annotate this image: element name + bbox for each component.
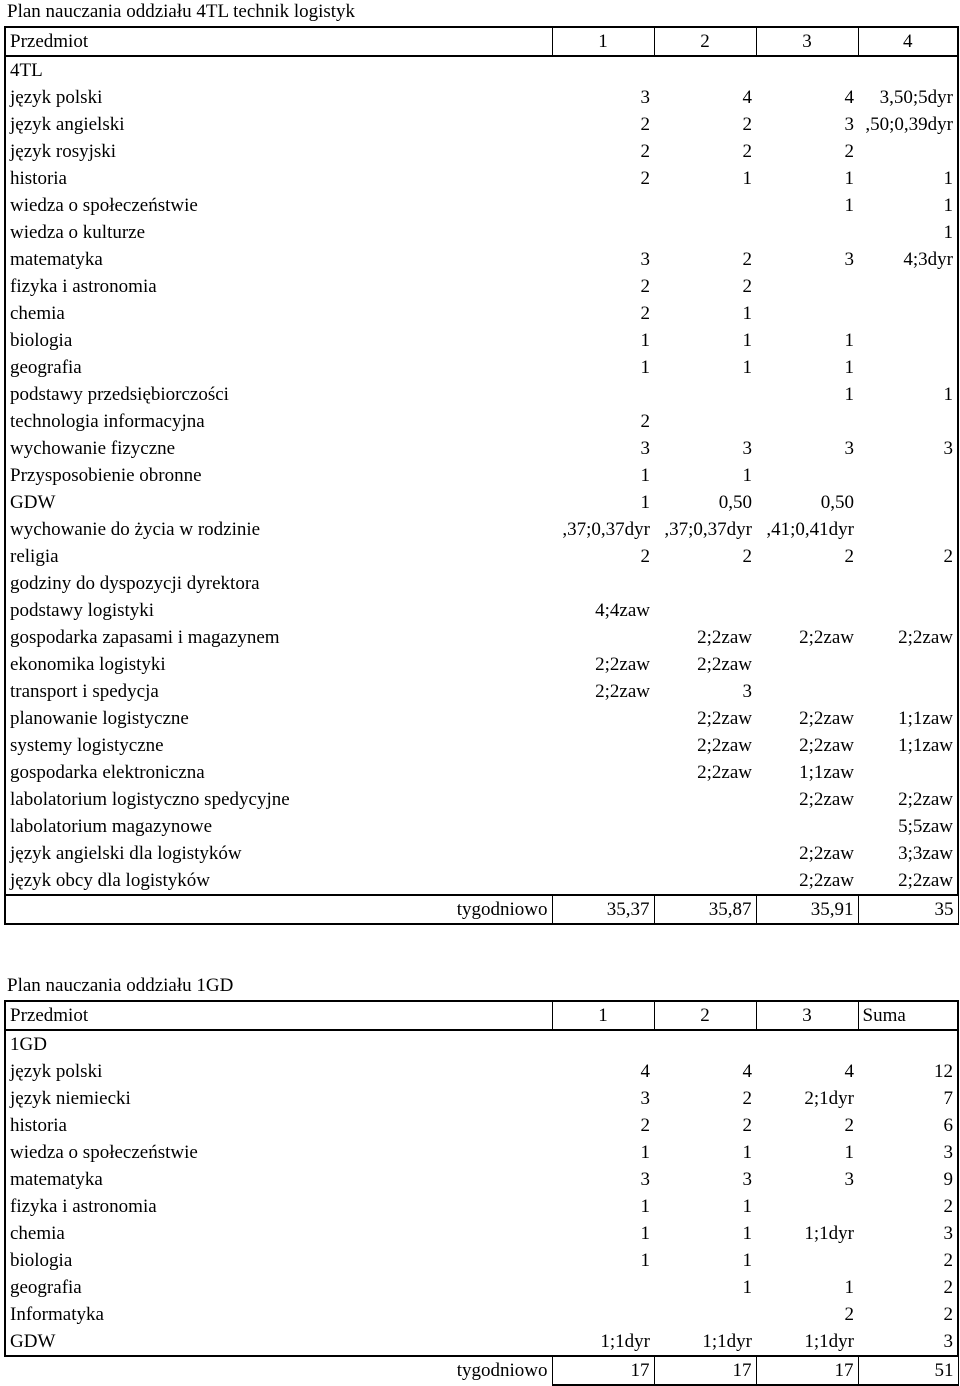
subject-cell: religia <box>5 543 552 570</box>
value-cell-4 <box>858 327 958 354</box>
value-cell-4 <box>858 300 958 327</box>
value-cell-1: 1 <box>640 1222 650 1244</box>
header-row <box>5 1001 958 1030</box>
total-cell-1: 17 <box>552 1356 654 1385</box>
table-row <box>5 381 958 408</box>
section2-title: Plan nauczania oddziału 1GD <box>7 975 234 996</box>
value-cell-3 <box>756 597 858 624</box>
header-col-1: 1 <box>552 1001 654 1030</box>
value-cell-1 <box>552 705 654 732</box>
value-cell-1 <box>552 381 654 408</box>
value-cell-2: 1 <box>742 1141 752 1163</box>
value-cell-1 <box>552 192 654 219</box>
value-cell-1 <box>552 570 654 597</box>
table-row <box>5 354 958 381</box>
header-col-4: Suma <box>858 1001 958 1030</box>
value-cell-3: 1 <box>844 1141 854 1163</box>
value-cell-2: 1 <box>742 1195 752 1217</box>
value-cell-1 <box>552 732 654 759</box>
value-cell-3 <box>756 273 858 300</box>
value-cell-1: 2 <box>640 545 650 567</box>
value-cell-1: 3 <box>640 1168 650 1190</box>
table-row <box>5 732 958 759</box>
table-row <box>5 1193 958 1220</box>
value-cell-4 <box>858 354 958 381</box>
value-cell-1 <box>552 1274 654 1301</box>
value-cell-1 <box>552 219 654 246</box>
table-row <box>5 1328 958 1356</box>
value-cell-2: 1 <box>742 464 752 486</box>
table-row <box>5 327 958 354</box>
value-cell-2: 2 <box>742 1114 752 1136</box>
value-cell-3: 2;2zaw <box>799 842 854 864</box>
table-row <box>5 516 958 543</box>
total-cell-1: 35,37 <box>552 895 654 924</box>
value-cell-2: 2;2zaw <box>697 761 752 783</box>
value-cell-4: 2 <box>858 1274 958 1301</box>
subject-cell: planowanie logistyczne <box>5 705 552 732</box>
value-cell-3: 1 <box>844 1276 854 1298</box>
table-row <box>5 1247 958 1274</box>
value-cell-3: 2;2zaw <box>799 626 854 648</box>
section1-title: Plan nauczania oddziału 4TL technik logistyk <box>7 1 356 22</box>
value-cell-1: 1 <box>640 1249 650 1271</box>
value-cell-4 <box>858 138 958 165</box>
value-cell-1: 1 <box>640 1195 650 1217</box>
value-cell-3: 1;1dyr <box>804 1222 854 1244</box>
value-cell-4: 2 <box>858 1193 958 1220</box>
value-cell-3: 2;2zaw <box>799 788 854 810</box>
value-cell-1 <box>552 786 654 813</box>
value-cell-2: 2;2zaw <box>697 653 752 675</box>
class-row <box>5 1030 958 1058</box>
value-cell-1: 2 <box>640 1114 650 1136</box>
value-cell-3 <box>756 408 858 435</box>
table-row <box>5 165 958 192</box>
subject-cell: wiedza o kulturze <box>5 219 552 246</box>
value-cell-3: ,41;0,41dyr <box>766 518 854 540</box>
value-cell-4: 1 <box>858 165 958 192</box>
header-col-2: 2 <box>654 1001 756 1030</box>
table-row <box>5 867 958 895</box>
plan-table-4tl <box>4 26 959 925</box>
value-cell-4: 9 <box>858 1166 958 1193</box>
value-cell-2 <box>654 840 756 867</box>
value-cell-1: 3 <box>640 248 650 270</box>
subject-cell: ekonomika logistyki <box>5 651 552 678</box>
subject-cell: gospodarka zapasami i magazynem <box>5 624 552 651</box>
subject-cell: język polski <box>5 1058 552 1085</box>
value-cell-3 <box>756 651 858 678</box>
subject-cell: język niemiecki <box>5 1085 552 1112</box>
value-cell-2: 1 <box>742 167 752 189</box>
value-cell-4: 1 <box>858 219 958 246</box>
table-row <box>5 192 958 219</box>
value-cell-2: 2;2zaw <box>697 707 752 729</box>
subject-cell: język angielski <box>5 111 552 138</box>
value-cell-4 <box>858 678 958 705</box>
value-cell-2 <box>654 570 756 597</box>
subject-cell: Przysposobienie obronne <box>5 462 552 489</box>
subject-cell: godziny do dyspozycji dyrektora <box>5 570 552 597</box>
total-label: tygodniowo <box>5 895 552 924</box>
table-row <box>5 678 958 705</box>
value-cell-4: 3;3zaw <box>858 840 958 867</box>
total-cell-3: 17 <box>756 1356 858 1385</box>
value-cell-3 <box>756 1193 858 1220</box>
value-cell-3 <box>756 570 858 597</box>
value-cell-3: 3 <box>844 437 854 459</box>
value-cell-2 <box>654 813 756 840</box>
value-cell-3 <box>756 300 858 327</box>
value-cell-3 <box>756 462 858 489</box>
value-cell-1 <box>552 624 654 651</box>
value-cell-4 <box>858 651 958 678</box>
value-cell-4: 2;2zaw <box>858 786 958 813</box>
table-row <box>5 435 958 462</box>
value-cell-1: 4 <box>640 1060 650 1082</box>
table-row <box>5 1301 958 1328</box>
subject-cell: podstawy logistyki <box>5 597 552 624</box>
subject-cell: chemia <box>5 300 552 327</box>
subject-cell: fizyka i astronomia <box>5 1193 552 1220</box>
value-cell-2: 2 <box>742 275 752 297</box>
value-cell-1: 1;1dyr <box>552 1328 654 1356</box>
value-cell-3: 2;1dyr <box>804 1087 854 1109</box>
subject-cell: biologia <box>5 1247 552 1274</box>
value-cell-1: 1 <box>640 1141 650 1163</box>
value-cell-2: 2 <box>742 545 752 567</box>
value-cell-3: 4 <box>844 1060 854 1082</box>
value-cell-2: 1;1dyr <box>654 1328 756 1356</box>
subject-cell: Informatyka <box>5 1301 552 1328</box>
table-row <box>5 489 958 516</box>
value-cell-2: ,37;0,37dyr <box>664 518 752 540</box>
total-cell-2: 17 <box>654 1356 756 1385</box>
class-label: 4TL <box>5 56 958 84</box>
value-cell-1 <box>552 759 654 786</box>
table-row <box>5 1085 958 1112</box>
subject-cell: wiedza o społeczeństwie <box>5 192 552 219</box>
value-cell-1: 4;4zaw <box>595 599 650 621</box>
header-subject: Przedmiot <box>5 1001 552 1030</box>
value-cell-3: 1 <box>844 194 854 216</box>
table-row <box>5 1112 958 1139</box>
header-subject: Przedmiot <box>5 27 552 56</box>
table-row <box>5 759 958 786</box>
table-row <box>5 408 958 435</box>
value-cell-2 <box>654 597 756 624</box>
value-cell-1: 2 <box>640 275 650 297</box>
value-cell-3: 2;2zaw <box>799 734 854 756</box>
value-cell-2: 2 <box>742 113 752 135</box>
value-cell-1: 2 <box>640 140 650 162</box>
value-cell-2 <box>654 381 756 408</box>
value-cell-1 <box>552 1301 654 1328</box>
value-cell-2: 1 <box>742 1249 752 1271</box>
table-row <box>5 1274 958 1301</box>
value-cell-2 <box>654 408 756 435</box>
table-row <box>5 273 958 300</box>
total-cell-4: 51 <box>858 1356 958 1385</box>
value-cell-3: 4 <box>844 86 854 108</box>
subject-cell: technologia informacyjna <box>5 408 552 435</box>
table-row <box>5 138 958 165</box>
value-cell-1: 1 <box>640 329 650 351</box>
value-cell-4: 2 <box>858 1247 958 1274</box>
value-cell-3: 3 <box>844 113 854 135</box>
table-row <box>5 813 958 840</box>
subject-cell: podstawy przedsiębiorczości <box>5 381 552 408</box>
value-cell-3: 2 <box>844 545 854 567</box>
total-cell-3: 35,91 <box>756 895 858 924</box>
value-cell-1: 3 <box>640 437 650 459</box>
value-cell-3 <box>756 813 858 840</box>
value-cell-4: 2;2zaw <box>858 867 958 895</box>
value-cell-3: 0,50 <box>820 491 854 513</box>
subject-cell: geografia <box>5 354 552 381</box>
header-col-3: 3 <box>756 27 858 56</box>
total-cell-2: 35,87 <box>654 895 756 924</box>
value-cell-4: 3 <box>858 1139 958 1166</box>
table-row <box>5 219 958 246</box>
value-cell-4: 6 <box>858 1112 958 1139</box>
table-row <box>5 111 958 138</box>
value-cell-4: 5;5zaw <box>858 813 958 840</box>
value-cell-4 <box>858 570 958 597</box>
value-cell-3: 1;1zaw <box>799 761 854 783</box>
header-col-4: 4 <box>858 27 958 56</box>
subject-cell: matematyka <box>5 246 552 273</box>
value-cell-4: 3 <box>858 1328 958 1356</box>
value-cell-3: 1;1dyr <box>756 1328 858 1356</box>
value-cell-4: 12 <box>858 1058 958 1085</box>
subject-cell: gospodarka elektroniczna <box>5 759 552 786</box>
table-row <box>5 786 958 813</box>
table-row <box>5 1139 958 1166</box>
subject-cell: matematyka <box>5 1166 552 1193</box>
value-cell-4 <box>858 597 958 624</box>
table-row <box>5 84 958 111</box>
value-cell-1 <box>552 840 654 867</box>
header-row <box>5 27 958 56</box>
value-cell-4 <box>858 408 958 435</box>
header-col-1: 1 <box>552 27 654 56</box>
value-cell-4: 1 <box>858 381 958 408</box>
subject-cell: język rosyjski <box>5 138 552 165</box>
value-cell-3: 1 <box>844 167 854 189</box>
value-cell-4: 2;2zaw <box>858 624 958 651</box>
value-cell-2 <box>654 1301 756 1328</box>
subject-cell: fizyka i astronomia <box>5 273 552 300</box>
class-label: 1GD <box>5 1030 958 1058</box>
value-cell-2: 3 <box>742 437 752 459</box>
value-cell-3: 2 <box>844 1303 854 1325</box>
total-cell-4: 35 <box>858 895 958 924</box>
class-row <box>5 56 958 84</box>
table-row <box>5 300 958 327</box>
value-cell-2: 1 <box>742 356 752 378</box>
table-row <box>5 570 958 597</box>
value-cell-3: 1 <box>844 383 854 405</box>
table-row <box>5 705 958 732</box>
value-cell-3: 1 <box>844 356 854 378</box>
value-cell-3 <box>756 678 858 705</box>
table-row <box>5 1058 958 1085</box>
table-row <box>5 624 958 651</box>
header-col-2: 2 <box>654 27 756 56</box>
value-cell-1: 2;2zaw <box>595 653 650 675</box>
subject-cell: geografia <box>5 1274 552 1301</box>
value-cell-1: 2;2zaw <box>595 680 650 702</box>
table-row <box>5 1220 958 1247</box>
value-cell-3: 2 <box>844 1114 854 1136</box>
value-cell-1: 3 <box>640 1087 650 1109</box>
value-cell-3: 2 <box>844 140 854 162</box>
table-row <box>5 597 958 624</box>
subject-cell: biologia <box>5 327 552 354</box>
value-cell-4: 1;1zaw <box>858 732 958 759</box>
value-cell-4 <box>858 489 958 516</box>
value-cell-2: 1 <box>742 1222 752 1244</box>
value-cell-4: 7 <box>858 1085 958 1112</box>
value-cell-4 <box>858 273 958 300</box>
value-cell-1: 2 <box>640 410 650 432</box>
value-cell-1 <box>552 813 654 840</box>
subject-cell: transport i spedycja <box>5 678 552 705</box>
table-row <box>5 462 958 489</box>
value-cell-2: 2 <box>742 140 752 162</box>
value-cell-4: 1;1zaw <box>858 705 958 732</box>
subject-cell: język obcy dla logistyków <box>5 867 552 895</box>
value-cell-2: 1 <box>742 329 752 351</box>
value-cell-1: ,37;0,37dyr <box>562 518 650 540</box>
value-cell-2 <box>654 867 756 895</box>
value-cell-2: 0,50 <box>718 491 752 513</box>
value-cell-2: 1 <box>742 302 752 324</box>
value-cell-3 <box>756 1247 858 1274</box>
value-cell-4: 4;3dyr <box>858 246 958 273</box>
subject-cell: labolatorium logistyczno spedycyjne <box>5 786 552 813</box>
total-label: tygodniowo <box>456 1360 548 1381</box>
header-col-3: 3 <box>756 1001 858 1030</box>
value-cell-2: 2;2zaw <box>697 626 752 648</box>
value-cell-1: 1 <box>640 356 650 378</box>
subject-cell: historia <box>5 165 552 192</box>
subject-cell: systemy logistyczne <box>5 732 552 759</box>
value-cell-4 <box>858 759 958 786</box>
table-row <box>5 543 958 570</box>
total-row <box>5 1356 958 1385</box>
subject-cell: wiedza o społeczeństwie <box>5 1139 552 1166</box>
value-cell-2 <box>654 192 756 219</box>
value-cell-3: 2;2zaw <box>799 869 854 891</box>
value-cell-4: 3,50;5dyr <box>858 84 958 111</box>
value-cell-1: 2 <box>640 113 650 135</box>
table-row <box>5 840 958 867</box>
subject-cell: historia <box>5 1112 552 1139</box>
value-cell-3: 1 <box>844 329 854 351</box>
value-cell-4: 3 <box>858 1220 958 1247</box>
value-cell-2 <box>654 786 756 813</box>
value-cell-2: 2 <box>742 1087 752 1109</box>
value-cell-4 <box>858 516 958 543</box>
value-cell-2: 1 <box>742 1276 752 1298</box>
value-cell-2: 2;2zaw <box>697 734 752 756</box>
subject-cell: język angielski dla logistyków <box>5 840 552 867</box>
total-row <box>5 895 958 924</box>
value-cell-2: 4 <box>742 1060 752 1082</box>
plan-table-1gd <box>4 1000 959 1386</box>
subject-cell: wychowanie do życia w rodzinie <box>5 516 552 543</box>
value-cell-2: 3 <box>742 1168 752 1190</box>
value-cell-1: 1 <box>640 464 650 486</box>
value-cell-1: 1 <box>640 491 650 513</box>
subject-cell: język polski <box>5 84 552 111</box>
value-cell-2: 3 <box>742 680 752 702</box>
value-cell-4: 2 <box>858 1301 958 1328</box>
value-cell-1 <box>552 867 654 895</box>
subject-cell: GDW <box>5 1328 552 1356</box>
value-cell-3: 2;2zaw <box>799 707 854 729</box>
value-cell-4 <box>858 462 958 489</box>
subject-cell: GDW <box>5 489 552 516</box>
table-row <box>5 246 958 273</box>
value-cell-2: 2 <box>742 248 752 270</box>
value-cell-4: ,50;0,39dyr <box>858 111 958 138</box>
value-cell-3 <box>756 219 858 246</box>
value-cell-1: 2 <box>640 302 650 324</box>
value-cell-2 <box>654 219 756 246</box>
table-row <box>5 1166 958 1193</box>
value-cell-4: 1 <box>858 192 958 219</box>
value-cell-1: 3 <box>640 86 650 108</box>
subject-cell: chemia <box>5 1220 552 1247</box>
value-cell-3: 3 <box>844 248 854 270</box>
value-cell-1: 2 <box>640 167 650 189</box>
value-cell-3: 3 <box>844 1168 854 1190</box>
subject-cell: wychowanie fizyczne <box>5 435 552 462</box>
value-cell-2: 4 <box>742 86 752 108</box>
subject-cell: labolatorium magazynowe <box>5 813 552 840</box>
value-cell-4: 3 <box>858 435 958 462</box>
value-cell-4: 2 <box>858 543 958 570</box>
table-row <box>5 651 958 678</box>
